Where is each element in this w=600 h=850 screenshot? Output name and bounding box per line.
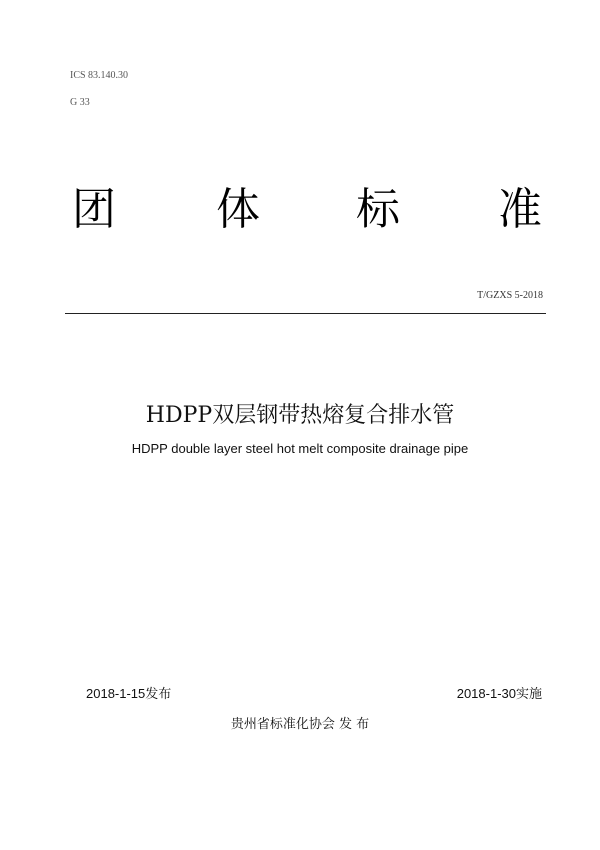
standard-type-char: 准 <box>498 184 542 235</box>
standard-type-char: 团 <box>72 184 116 235</box>
standard-number: T/GZXS 5-2018 <box>477 290 543 301</box>
issuer: 贵州省标准化协会 发 布 <box>230 717 370 732</box>
title-english: HDPP double layer steel hot melt composite drainage pipe <box>131 441 469 456</box>
implement-date: 2018-1-30实施 <box>456 686 542 701</box>
publish-date: 2018-1-15发布 <box>86 686 172 701</box>
header-divider <box>65 313 546 314</box>
standard-type-char: 标 <box>356 184 400 235</box>
title-chinese: HDPP双层钢带热熔复合排水管 <box>145 403 455 428</box>
ics-code: ICS 83.140.30 <box>70 70 129 81</box>
ccs-code: G 33 <box>70 97 90 108</box>
standard-type-char: 体 <box>216 184 260 235</box>
